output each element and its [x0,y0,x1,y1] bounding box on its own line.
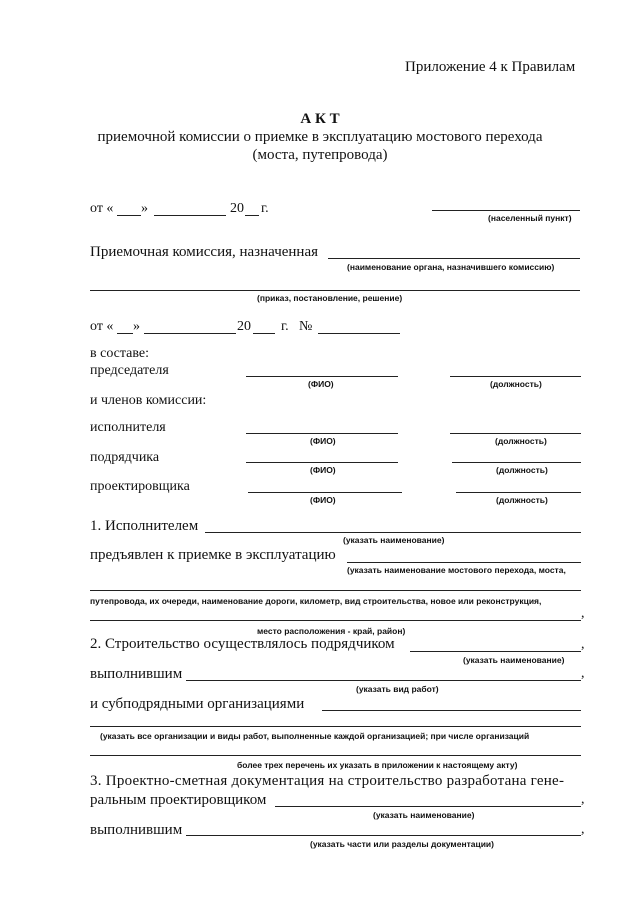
contractor-label: подрядчика [90,450,160,465]
location-comma: , [581,606,585,621]
executor-position-caption: (должность) [495,436,547,446]
date-month-field[interactable] [154,215,226,216]
appendix-note: Приложение 4 к Правилам [405,59,576,75]
chairman-position-caption: (должность) [490,379,542,389]
executor-fio-caption: (ФИО) [310,436,336,446]
chairman-label: председателя [90,363,169,378]
work-type-field[interactable] [186,680,581,681]
composition-label: в составе: [90,346,150,361]
location-field[interactable] [90,620,581,621]
order-year-field[interactable] [253,333,275,334]
order-field[interactable] [90,290,580,291]
contractor-name-field[interactable] [410,651,581,652]
subcontractors-label: и субподрядными организациями [90,696,305,712]
designer-fio-field[interactable] [248,492,402,493]
documentation-comma: , [581,822,585,837]
section2-construction-label: 2. Строительство осуществлялось подрядчиком [90,636,395,652]
document-title: А К Т [300,111,340,127]
contractor-fio-caption: (ФИО) [310,465,336,475]
work-type-comma: , [581,666,585,681]
general-designer-field[interactable] [275,806,581,807]
executor-fio-field[interactable] [246,433,398,434]
bridge-caption-2: путепровода, их очереди, наименование дороги, километр, вид строительства, новое или реконструкция, [90,596,542,606]
general-designer-label: ральным проектировщиком [90,792,267,808]
commission-appointed-label: Приемочная комиссия, назначенная [90,244,319,260]
executor-label: исполнителя [90,420,166,435]
designer-fio-caption: (ФИО) [310,495,336,505]
contractor-position-caption: (должность) [496,465,548,475]
contractor-comma: , [581,637,585,652]
section1-executor-label: 1. Исполнителем [90,518,199,534]
executor-position-field[interactable] [450,433,581,434]
order-month-field[interactable] [144,333,236,334]
designer-position-field[interactable] [456,492,581,493]
section3-line1: 3. Проектно-сметная документация на строительство разработана гене- [90,773,565,789]
date-close-quote: » [141,201,148,216]
subcontractors-field-2[interactable] [90,726,581,727]
bridge-details-field[interactable] [90,590,581,591]
designer-label: проектировщика [90,479,190,494]
presented-label: предъявлен к приемке в эксплуатацию [90,547,336,563]
order-day-field[interactable] [117,333,133,334]
document-subtitle: приемочной комиссии о приемке в эксплуатацию мостового перехода [97,129,543,145]
section1-name-caption: (указать наименование) [343,535,445,545]
documentation-caption: (указать части или разделы документации) [310,839,494,849]
general-designer-comma: , [581,792,585,807]
appointing-organ-caption: (наименование органа, назначившего комиссию) [347,262,555,272]
section2-performed-label: выполнившим [90,666,183,682]
order-number-field[interactable] [318,333,400,334]
order-date-from-label: от « [90,319,114,334]
date-from-label: от « [90,201,114,216]
general-designer-caption: (указать наименование) [373,810,475,820]
document-subtitle-2: (моста, путепровода) [252,147,388,163]
chairman-fio-caption: (ФИО) [308,379,334,389]
contractor-fio-field[interactable] [246,462,398,463]
chairman-position-field[interactable] [450,376,581,377]
chairman-fio-field[interactable] [246,376,398,377]
appointing-organ-field[interactable] [328,258,580,259]
locality-caption: (населенный пункт) [488,213,572,223]
bridge-caption: (указать наименование мостового перехода, моста, [347,565,566,575]
section3-performed-label: выполнившим [90,822,183,838]
bridge-name-field[interactable] [347,562,581,563]
locality-field[interactable] [432,210,580,211]
contractor-position-field[interactable] [452,462,581,463]
section1-executor-field[interactable] [205,532,581,533]
members-label: и членов комиссии: [90,393,207,408]
date-day-field[interactable] [117,215,141,216]
documentation-parts-field[interactable] [186,835,581,836]
date-year-suffix: г. [261,201,269,216]
subcontractors-field-3[interactable] [90,755,581,756]
contractor-name-caption: (указать наименование) [463,655,565,665]
order-year-suffix: г. [281,319,289,334]
order-year-prefix: 20 [237,319,251,334]
order-number-sign: № [299,319,313,334]
date-year-prefix: 20 [230,201,244,216]
designer-position-caption: (должность) [496,495,548,505]
subcontractors-field[interactable] [322,710,581,711]
order-caption: (приказ, постановление, решение) [257,293,403,303]
subcontractors-caption-2: более трех перечень их указать в приложении к настоящему акту) [237,760,518,770]
location-caption: место расположения - край, район) [257,626,406,636]
subcontractors-caption: (указать все организации и виды работ, выполненные каждой организацией; при числе организаций [100,731,530,741]
date-year-field[interactable] [245,215,259,216]
order-close-quote: » [133,319,140,334]
work-type-caption: (указать вид работ) [356,684,439,694]
